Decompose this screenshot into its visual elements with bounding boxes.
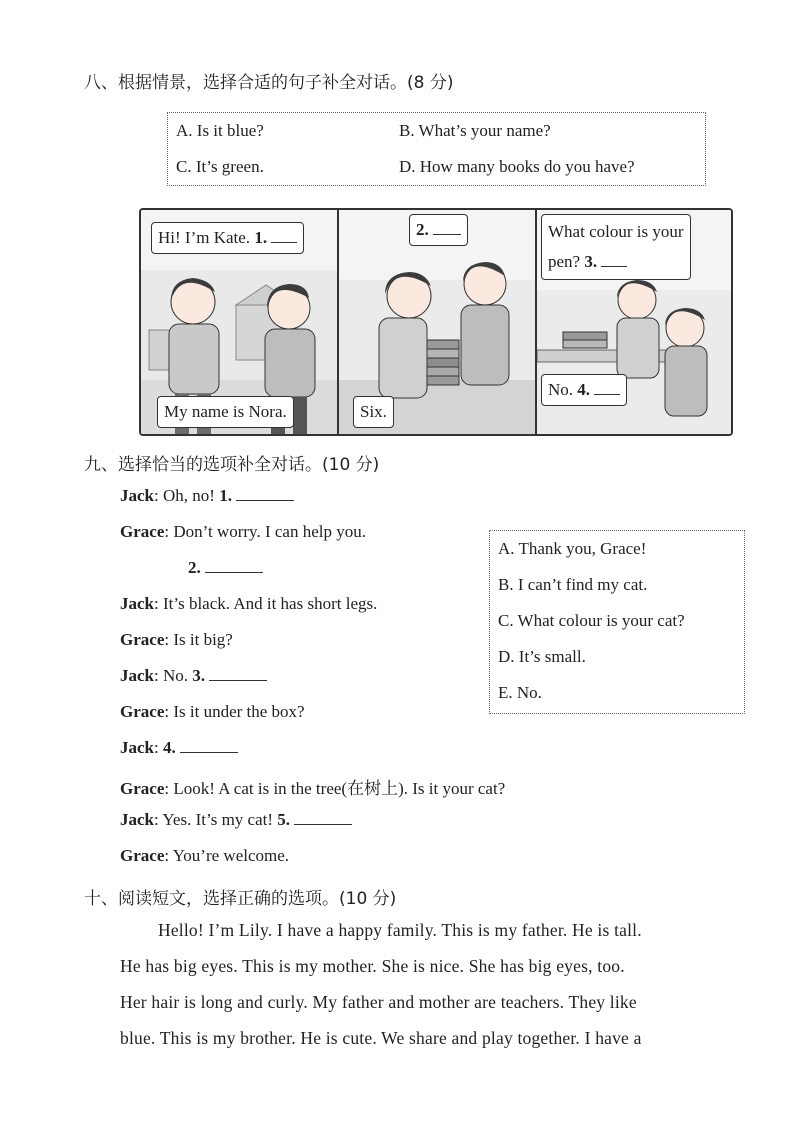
speaker-colon: :: [164, 522, 170, 541]
blank-number: 5.: [277, 810, 291, 829]
blank-9-4[interactable]: [180, 738, 238, 753]
comic-panel-2: [339, 210, 537, 434]
panel-3-bubble-bottom-text: No.: [548, 380, 574, 399]
blank-1-number: 1.: [254, 228, 268, 247]
comic-panel-3: [537, 210, 731, 434]
option-e: E. No.: [498, 683, 542, 702]
panel-2-speech-bubble-top: [409, 214, 468, 246]
dialogue-text: Oh, no!: [162, 486, 215, 505]
blank-4[interactable]: [594, 380, 620, 395]
speaker-colon: :: [164, 630, 170, 649]
section8-options-box: [167, 112, 706, 186]
speaker-colon: :: [154, 738, 159, 757]
speaker-name: Grace: [120, 846, 165, 865]
blank-9-3[interactable]: [209, 666, 267, 681]
comic-panel-1: [141, 210, 339, 434]
option-b: B. What’s your name?: [399, 121, 551, 140]
speaker-name: Jack: [120, 666, 154, 685]
option-d: D. How many books do you have?: [399, 157, 635, 176]
dialogue-line-3: [188, 558, 263, 578]
dialogue-line-7: [120, 702, 305, 722]
dialogue-text: It’s black. And it has short legs.: [162, 594, 378, 613]
speaker-name: Grace: [120, 522, 165, 541]
blank-1[interactable]: [271, 228, 297, 243]
option-b: B. I can’t find my cat.: [498, 575, 648, 594]
passage-line-3: Her hair is long and curly. My father and mother are teachers. They like: [120, 992, 637, 1012]
speaker-colon: :: [164, 846, 170, 865]
dialogue-line-9: [120, 774, 505, 799]
blank-3[interactable]: [601, 252, 627, 267]
blank-2[interactable]: [433, 220, 461, 235]
section10-heading: 十、阅读短文，选择正确的选项。(10 分): [84, 889, 397, 909]
dialogue-line-6: [120, 666, 267, 686]
panel-1-bubble-text: Hi! I’m Kate.: [158, 228, 251, 247]
dialogue-text: Yes. It’s my cat!: [162, 810, 274, 829]
dialogue-text: Look! A cat is in the tree(在树上). Is it your cat?: [173, 779, 506, 798]
blank-9-5[interactable]: [294, 810, 352, 825]
speaker-name: Jack: [120, 486, 154, 505]
section9-heading: 九、选择恰当的选项补全对话。(10 分): [84, 455, 380, 475]
section9-options-box: [489, 530, 745, 714]
blank-9-1[interactable]: [236, 486, 294, 501]
dialogue-line-4: [120, 594, 377, 614]
option-d: D. It’s small.: [498, 647, 586, 666]
panel-3-speech-bubble-top: [541, 214, 691, 280]
dialogue-line-1: [120, 486, 294, 506]
blank-number: 2.: [188, 558, 201, 577]
panel-3-bubble-line1: What colour is your: [548, 222, 684, 241]
dialogue-text: You’re welcome.: [172, 846, 290, 865]
blank-3-number: 3.: [584, 252, 598, 271]
option-c: C. It’s green.: [176, 157, 264, 176]
passage-line-4: blue. This is my brother. He is cute. We share and play together. I have a: [120, 1028, 642, 1048]
speaker-colon: :: [164, 779, 170, 798]
option-a: A. Is it blue?: [176, 121, 264, 140]
speaker-name: Jack: [120, 594, 154, 613]
speaker-name: Jack: [120, 810, 154, 829]
dialogue-text: Is it under the box?: [173, 702, 305, 721]
panel-2-speech-bubble-bottom: Six.: [353, 396, 394, 428]
dialogue-line-5: [120, 630, 233, 650]
panel-1-speech-bubble-bottom: My name is Nora.: [157, 396, 294, 428]
speaker-colon: :: [154, 810, 159, 829]
section8-heading: 八、根据情景，选择合适的句子补全对话。(8 分): [84, 73, 454, 93]
dialogue-text: Don’t worry. I can help you.: [173, 522, 366, 541]
speaker-name: Grace: [120, 702, 165, 721]
panel-3-bubble-line2: pen?: [548, 252, 581, 271]
dialogue-line-11: [120, 846, 289, 866]
speaker-colon: :: [164, 702, 170, 721]
dialogue-line-2: [120, 522, 366, 542]
passage-line-2: He has big eyes. This is my mother. She is nice. She has big eyes, too.: [120, 956, 625, 976]
speaker-name: Jack: [120, 738, 154, 757]
blank-number: 1.: [219, 486, 232, 505]
comic-strip: [139, 208, 733, 436]
dialogue-text: Is it big?: [173, 630, 233, 649]
panel-1-speech-bubble-top: [151, 222, 304, 254]
speaker-colon: :: [154, 594, 159, 613]
blank-2-number: 2.: [416, 220, 429, 239]
blank-4-number: 4.: [577, 380, 591, 399]
speaker-name: Grace: [120, 630, 165, 649]
panel-3-speech-bubble-bottom: [541, 374, 627, 406]
option-c: C. What colour is your cat?: [498, 611, 685, 630]
dialogue-line-8: [120, 738, 238, 758]
passage-line-1: Hello! I’m Lily. I have a happy family. This is my father. He is tall.: [158, 920, 642, 940]
dialogue-line-10: [120, 810, 352, 830]
option-a: A. Thank you, Grace!: [498, 539, 647, 558]
dialogue-text: No.: [162, 666, 189, 685]
speaker-colon: :: [154, 666, 159, 685]
blank-9-2[interactable]: [205, 558, 263, 573]
speaker-colon: :: [154, 486, 159, 505]
speaker-name: Grace: [120, 779, 165, 798]
blank-number: 4.: [162, 738, 176, 757]
blank-number: 3.: [192, 666, 206, 685]
